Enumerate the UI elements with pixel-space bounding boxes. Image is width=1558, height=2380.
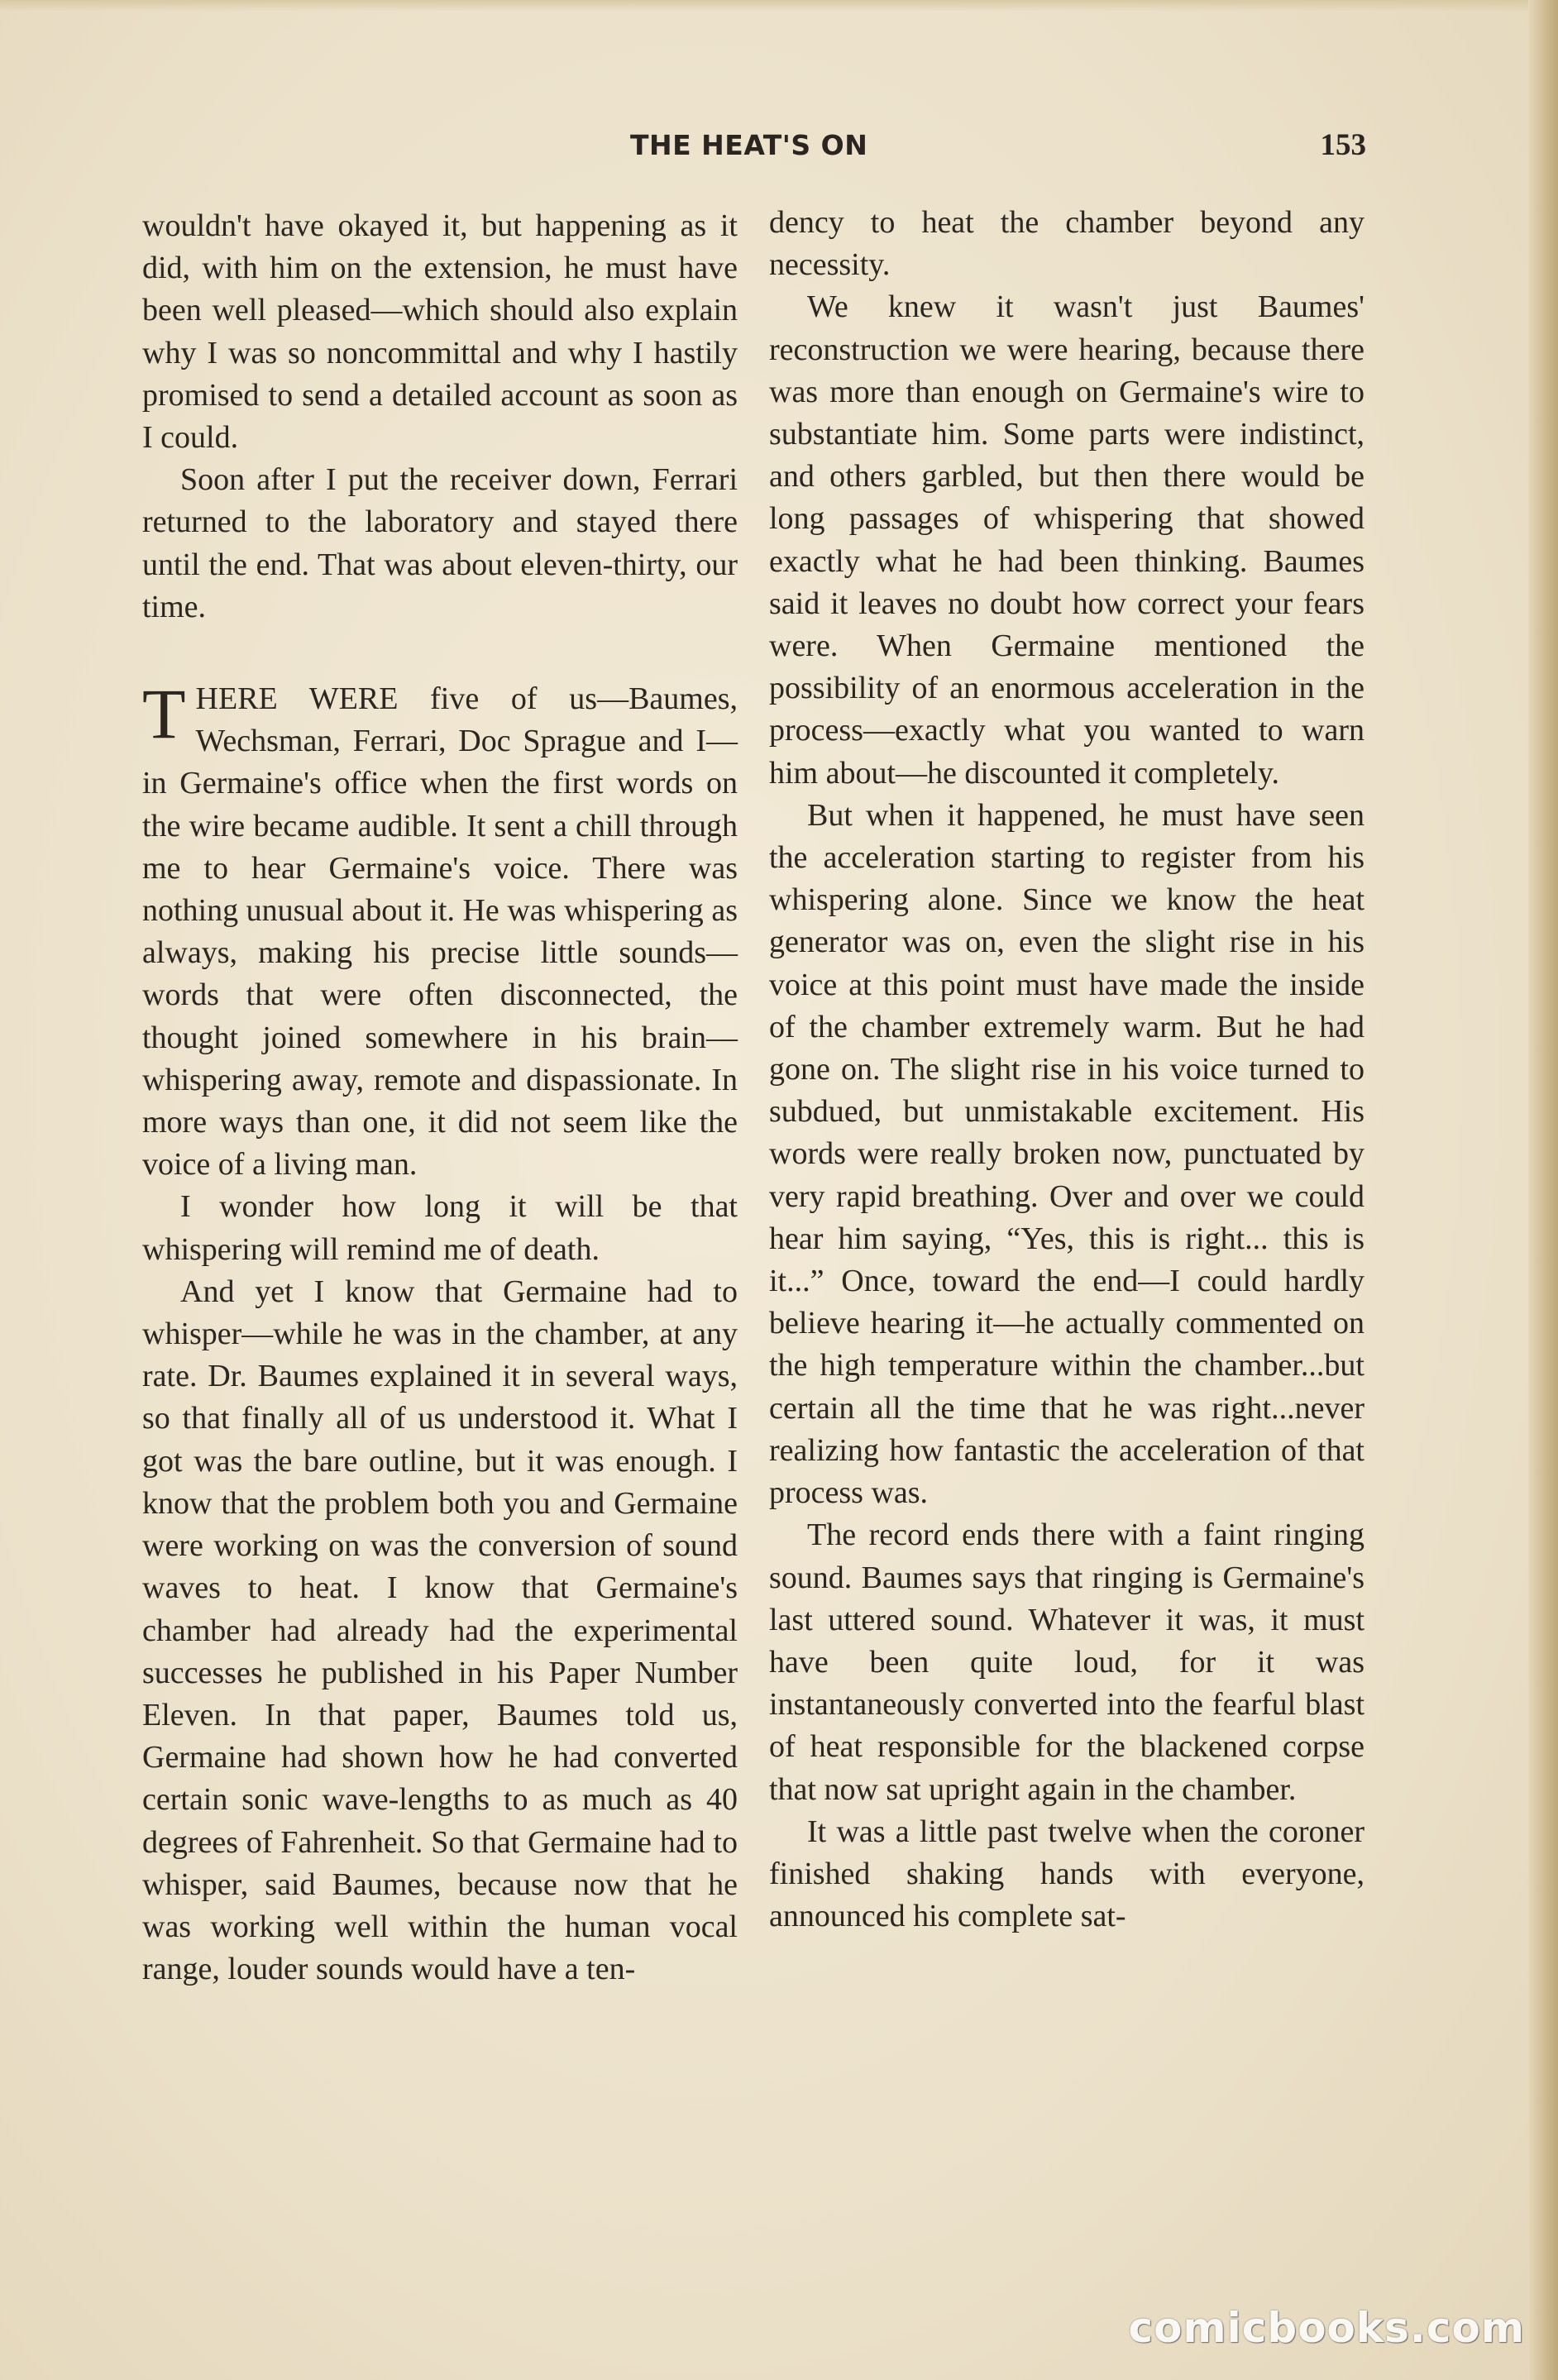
paragraph: We knew it wasn't just Baumes' reconstruction we were hearing, because there was more than enough on Germaine's wire to substantiate him. Some parts were indistinct, and others garbled, but then there would be long passages of whispering that showed exactly what he had been thinking. Baumes said it leaves no doubt how correct your fears were. When Germaine mentioned the possibility of an enormous acceleration in the process—exactly what you wanted to warn him about—he discounted it completely.	[769, 289, 1364, 791]
page-number: 153	[1320, 128, 1366, 162]
left-column	[142, 205, 738, 1991]
page-header	[142, 129, 1366, 169]
right-column	[769, 202, 1364, 1938]
section-opening-paragraph	[142, 674, 738, 1186]
page-top-edge	[0, 0, 1558, 12]
page-right-edge	[1528, 0, 1558, 2380]
watermark-logo: comicbooks.com	[1128, 2304, 1525, 2352]
paragraph-text: HERE WERE five of us—Baumes, Wechsman, Ferrari, Doc Sprague and I—in Germaine's office when the first words on the wire became audible. It sent a chill through me to hear Germaine's voice. There was nothing unusual about it. He was whispering as always, making his precise little sounds—words that were often disconnected, the thought joined somewhere in his brain—whispering away, remote and dispassionate. In more ways than one, it did not seem like the voice of a living man.	[142, 681, 738, 1183]
paragraph: It was a little past twelve when the coroner finished shaking hands with everyone, announced his complete sat-	[769, 1814, 1364, 1934]
paragraph: dency to heat the chamber beyond any necessity.	[769, 205, 1364, 283]
paragraph: I wonder how long it will be that whispering will remind me of death.	[142, 1189, 738, 1267]
drop-cap: T	[142, 674, 186, 754]
paragraph: wouldn't have okayed it, but happening as it did, with him on the extension, he must have been well pleased—which should also explain why I was so noncommittal and why I hastily promised to send a detailed account as soon as I could.	[142, 208, 738, 456]
running-head: THE HEAT'S ON	[630, 129, 868, 161]
paragraph: The record ends there with a faint ringing sound. Baumes says that ringing is Germaine's last uttered sound. Whatever it was, it must have been quite loud, for it was instantaneously converted into the fearful blast of heat responsible for the blackened corpse that now sat upright again in the chamber.	[769, 1517, 1364, 1807]
paragraph: Soon after I put the receiver down, Ferrari returned to the laboratory and stayed there until the end. That was about eleven-thirty, our time.	[142, 462, 738, 624]
paragraph: But when it happened, he must have seen the acceleration starting to register from his whispering alone. Since we know the heat generator was on, even the slight rise in his voice at this point must have made the inside of the chamber extremely warm. But he had gone on. The slight rise in his voice turned to subdued, but unmistakable excitement. His words were really broken now, punctuated by very rapid breathing. Over and over we could hear him saying, “Yes, this is right... this is it...” Once, toward the end—I could hardly believe hearing it—he actually commented on the high temperature within the chamber...but certain all the time that he was right...never realizing how fantastic the acceleration of that process was.	[769, 797, 1364, 1511]
paragraph: And yet I know that Germaine had to whisper—while he was in the chamber, at any rate. Dr. Baumes explained it in several ways, so that finally all of us understood it. What I got was the bare outline, but it was enough. I know that the problem both you and Germaine were working on was the conversion of sound waves to heat. I know that Germaine's chamber had already had the experimental successes he published in his Paper Number Eleven. In that paper, Baumes told us, Germaine had shown how he had converted certain sonic wave-lengths to as much as 40 degrees of Fahrenheit. So that Germaine had to whisper, said Baumes, because now that he was working well within the human vocal range, louder sounds would have a ten-	[142, 1274, 738, 1987]
